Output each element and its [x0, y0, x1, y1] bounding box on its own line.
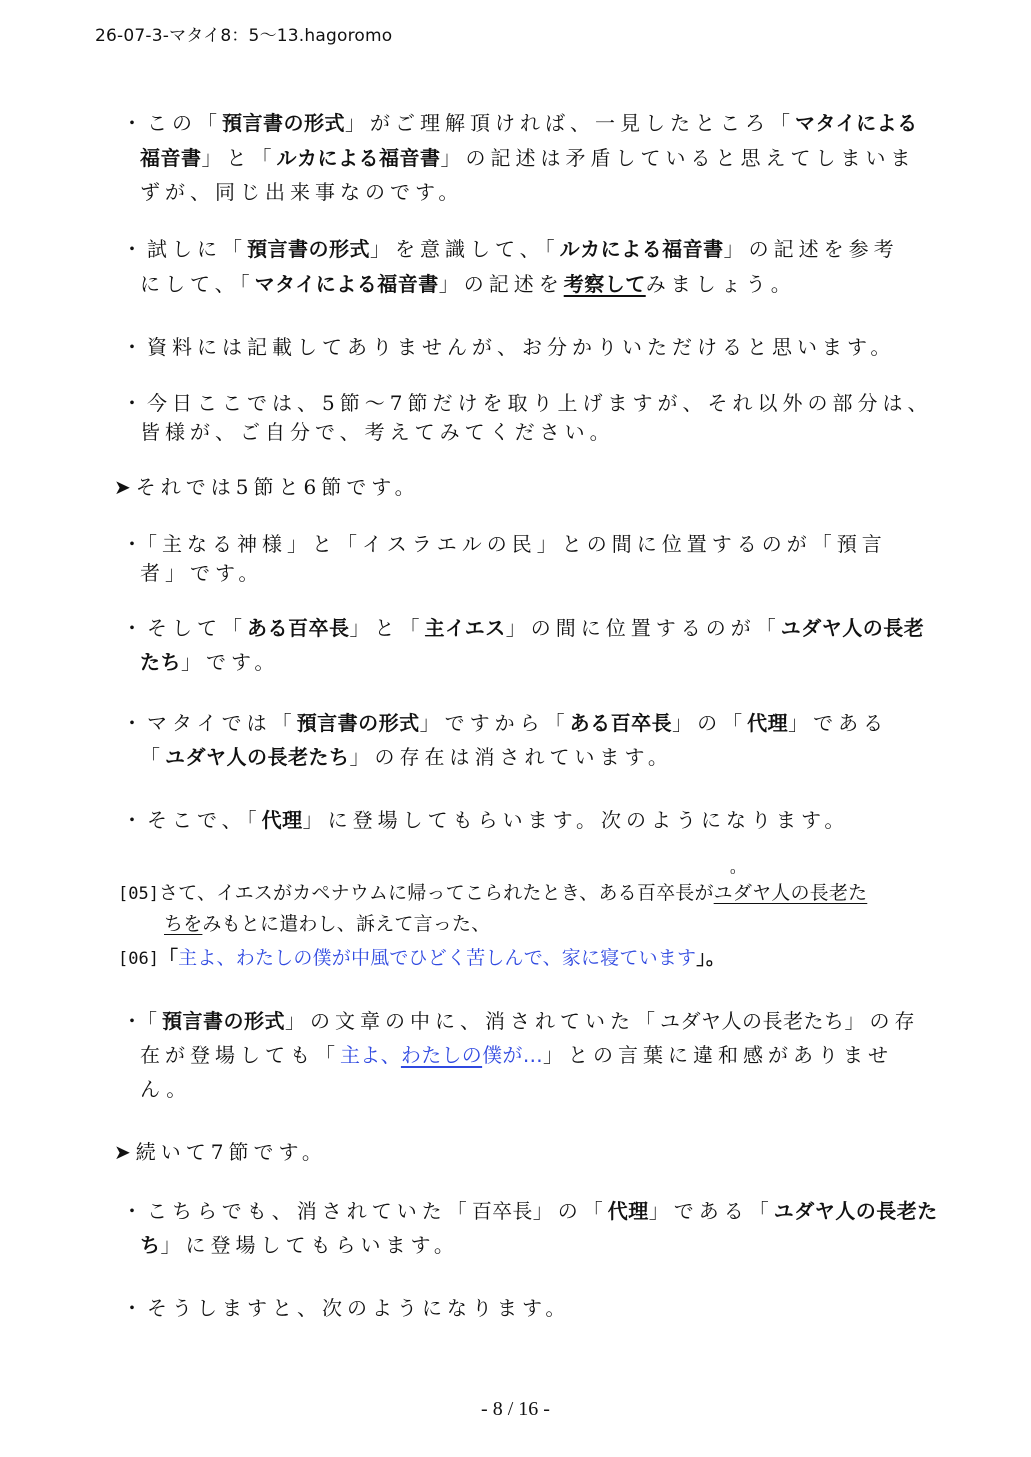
text: ・こちらでも、消されていた「 — [122, 1199, 472, 1223]
text: 」の「 — [532, 1199, 608, 1223]
text: みましょう。 — [645, 272, 796, 296]
bold-term: 代理 — [607, 1199, 649, 1223]
quote-open: 「 — [158, 947, 179, 969]
text: ・「 — [122, 1009, 162, 1033]
bold-term: ルカによる福音書 — [276, 146, 441, 170]
text: ・そして「 — [122, 616, 247, 640]
bold-term: 預言書の形式 — [247, 237, 370, 261]
paragraph-3: ・資料には記載してありませんが、お分かりいただけると思います。 — [122, 335, 896, 359]
text: ・この「 — [122, 111, 222, 135]
bold-term: マタイによる — [795, 111, 918, 135]
text: 在が登場しても「 — [140, 1043, 340, 1067]
bold-term: ある百卒長 — [569, 711, 673, 735]
paragraph-4-line-1: ・今日ここでは、5節〜7節だけを取り上げますが、それ以外の部分は、 — [122, 391, 933, 415]
underlined-quoted-speech: わたしの — [400, 1043, 483, 1067]
bold-term: ち — [140, 1233, 161, 1257]
quote-close: 」。 — [696, 947, 726, 969]
text: 」の間に位置するのが「 — [505, 616, 781, 640]
text: にして、「 — [140, 272, 255, 296]
paragraph-9-line-2 — [140, 1041, 893, 1069]
paragraph-7-line-2 — [140, 743, 673, 771]
text: 」の存在は消されています。 — [349, 745, 673, 769]
quoted-speech: 僕が… — [482, 1043, 544, 1067]
arrow-icon: ➤ — [114, 475, 136, 499]
verse-05-line-2 — [164, 910, 490, 938]
verse-number: [05] — [118, 884, 159, 904]
text: ・そこで、「 — [122, 808, 262, 832]
text: 」ですから「 — [419, 711, 570, 735]
text: 」の「 — [672, 711, 748, 735]
text: 」と「 — [201, 146, 277, 170]
text: 」の記述は矛盾していると思えてしまいま — [440, 146, 916, 170]
paragraph-6-line-1 — [122, 614, 924, 642]
text: 」に登場してもらいます。 — [160, 1233, 459, 1257]
bold-term: ユダヤ人の長老た — [773, 1199, 938, 1223]
heading-text: それでは5節と6節です。 — [135, 475, 420, 499]
underlined-phrase: ちを — [164, 913, 203, 935]
text: ・試しに「 — [122, 237, 247, 261]
paragraph-9-line-3: ん。 — [140, 1077, 192, 1101]
page-number: - 8 / 16 - — [481, 1398, 550, 1420]
text: 」の文章の中に、消されていた「 — [285, 1009, 660, 1033]
verse-text: みもとに遣わし、訴えて言った、 — [202, 913, 491, 935]
bold-term: 福音書 — [140, 146, 202, 170]
verse-05-line-1 — [118, 879, 867, 908]
bold-term: たち — [140, 650, 181, 674]
paragraph-4-line-2: 皆様が、ご自分で、考えてみてください。 — [140, 420, 615, 444]
paragraph-6-line-2 — [140, 648, 279, 676]
section-heading-2 — [114, 1138, 327, 1166]
text: 」がご理解頂ければ、一見したところ「 — [345, 111, 795, 135]
bold-term: ユダヤ人の長老たち — [165, 745, 350, 769]
term: 百卒長 — [471, 1199, 533, 1223]
heading-text: 続いて7節です。 — [135, 1140, 327, 1164]
bold-term: 代理 — [747, 711, 789, 735]
text: 」の存 — [844, 1009, 920, 1033]
text: 「 — [140, 745, 165, 769]
text: 」を意識して、「 — [370, 237, 560, 261]
paragraph-8 — [122, 806, 849, 834]
text: 」である「 — [648, 1199, 774, 1223]
text: 」の記述を — [438, 272, 564, 296]
term: ユダヤ人の長老たち — [660, 1009, 845, 1033]
arrow-icon: ➤ — [114, 1140, 136, 1164]
bold-term: 預言書の形式 — [162, 1009, 285, 1033]
bold-term: ある百卒長 — [247, 616, 350, 640]
quoted-speech: 主よ、 — [340, 1043, 401, 1067]
bold-term: ユダヤ人の長老 — [780, 616, 925, 640]
paragraph-1-line-1 — [122, 109, 918, 137]
bold-term: 預言書の形式 — [222, 111, 345, 135]
bold-term: 預言書の形式 — [296, 711, 420, 735]
bold-term: 主イエス — [424, 616, 506, 640]
text: 」に登場してもらいます。次のようになります。 — [302, 808, 850, 832]
verse-number: [06] — [118, 949, 159, 969]
underlined-phrase: ユダヤ人の長老た — [713, 882, 868, 904]
paragraph-10-line-1 — [122, 1197, 938, 1225]
paragraph-11: ・そうしますと、次のようになります。 — [122, 1296, 571, 1320]
paragraph-2-line-1 — [122, 235, 899, 263]
paragraph-7-line-1 — [122, 709, 888, 737]
section-heading-1 — [114, 473, 420, 501]
text: 」の記述を参考 — [723, 237, 899, 261]
text: 」です。 — [181, 650, 280, 674]
text: 」と「 — [349, 616, 425, 640]
text: 」である — [788, 711, 889, 735]
paragraph-5-line-2: 者」です。 — [140, 561, 264, 585]
bold-term: マタイによる福音書 — [254, 272, 439, 296]
paragraph-1-line-3: ずが、同じ出来事なのです。 — [140, 180, 464, 204]
verse-text: さて、イエスがカペナウムに帰ってこられたとき、ある百卒長が — [158, 882, 714, 904]
small-mark: o — [730, 867, 736, 877]
paragraph-10-line-2 — [140, 1231, 459, 1259]
bold-term: ルカによる福音書 — [559, 237, 724, 261]
paragraph-2-line-2 — [140, 270, 796, 298]
paragraph-5-line-1: ・「主なる神様」と「イスラエルの民」との間に位置するのが「預言 — [122, 532, 887, 556]
underlined-term: 考察して — [563, 272, 646, 296]
text: 」との言葉に違和感がありませ — [543, 1043, 894, 1067]
paragraph-9-line-1 — [122, 1007, 920, 1035]
verse-06 — [118, 944, 725, 973]
document-header: 26-07-3-マタイ8：5〜13.hagoromo — [95, 26, 393, 46]
quoted-speech: 主よ、わたしの僕が中風でひどく苦しんで、家に寝ています — [178, 947, 697, 969]
text: ・マタイでは「 — [122, 711, 297, 735]
bold-term: 代理 — [261, 808, 303, 832]
paragraph-1-line-2 — [140, 144, 916, 172]
